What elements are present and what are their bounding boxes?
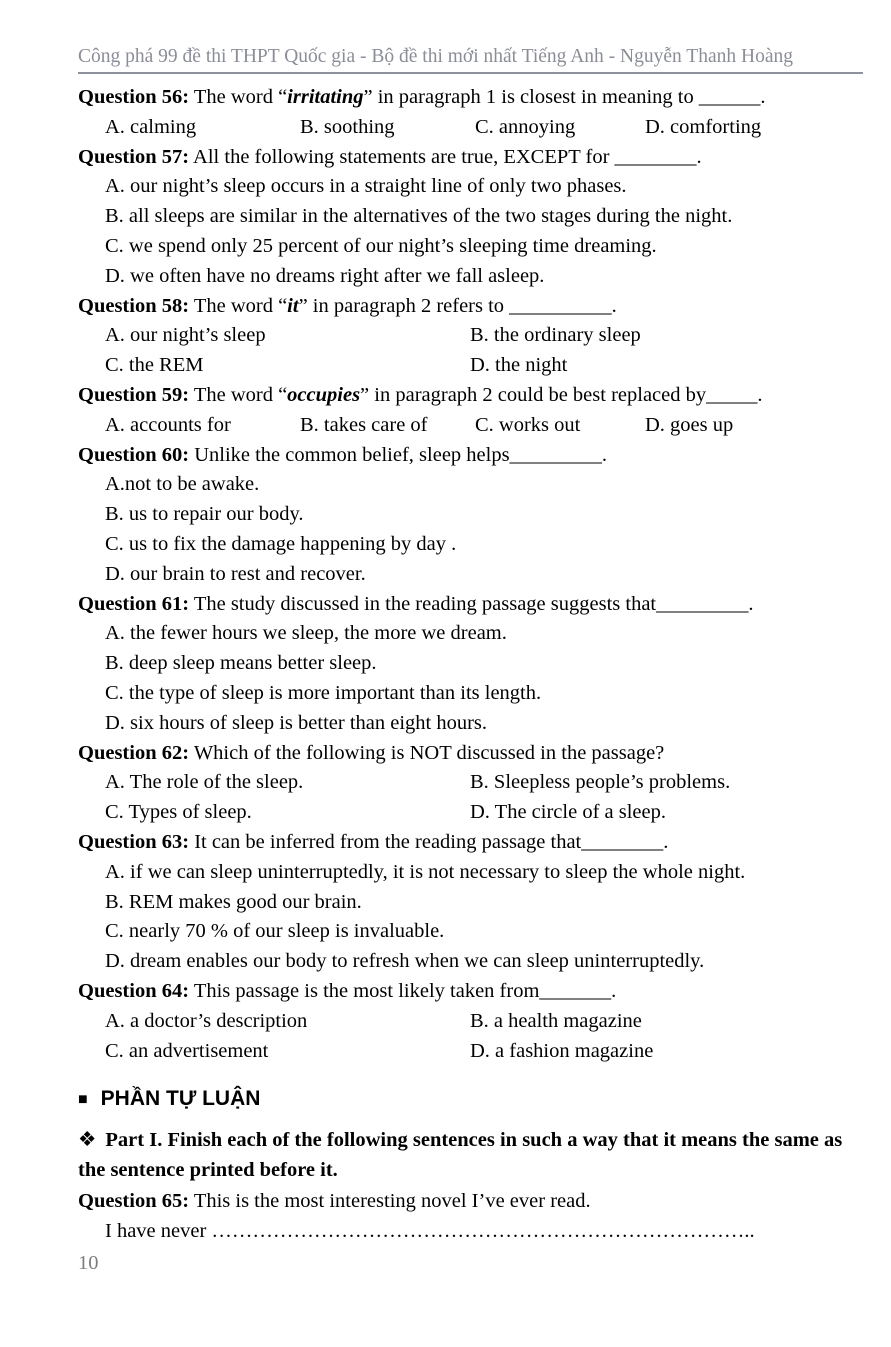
option-b: B. all sleeps are similar in the alternatives of the two stages during the night. (105, 205, 733, 228)
page-header (78, 46, 863, 74)
question-61 (78, 590, 863, 739)
question-label: Question 64: (78, 979, 190, 1002)
option-a: A. the fewer hours we sleep, the more we dream. (105, 622, 507, 645)
stem-text: ” in paragraph 1 is closest in meaning to ______. (363, 86, 766, 108)
question-label: Question 59: (78, 383, 190, 406)
question-stem (78, 1187, 863, 1217)
question-stem (78, 977, 863, 1007)
option-a: A. our night’s sleep occurs in a straight line of only two phases. (105, 175, 627, 198)
options-row (78, 1037, 863, 1067)
stem-text: ” in paragraph 2 refers to __________. (298, 294, 617, 317)
stem-keyword: irritating (287, 86, 364, 108)
option-d: D. our brain to rest and recover. (105, 562, 366, 585)
square-bullet-icon: ■ (78, 1091, 88, 1109)
question-60 (78, 441, 863, 590)
question-stem (78, 292, 863, 322)
question-label: Question 60: (78, 443, 190, 466)
options-row (78, 351, 863, 381)
question-stem (78, 828, 863, 858)
stem-text: ” in paragraph 2 could be best replaced by_____. (360, 383, 763, 406)
question-stem (78, 590, 863, 620)
diamond-bullet-icon: ❖ (78, 1129, 97, 1152)
option-a: A. our night’s sleep (105, 324, 266, 347)
option-c: C. nearly 70 % of our sleep is invaluable. (105, 920, 445, 943)
option-c: C. the REM (105, 354, 204, 377)
option-b: B. a health magazine (470, 1009, 642, 1032)
stem-keyword: occupies (287, 383, 361, 406)
question-label: Question 65: (78, 1189, 190, 1212)
option-c: C. us to fix the damage happening by day . (105, 532, 457, 555)
option-d: D. the night (470, 354, 568, 377)
option-b: B. takes care of (300, 413, 428, 436)
question-stem (78, 83, 863, 113)
question-56 (78, 83, 863, 143)
option-d: D. comforting (645, 115, 762, 138)
stem-text: It can be inferred from the reading passage that________. (189, 830, 669, 853)
stem-text: This is the most interesting novel I’ve ever read. (189, 1189, 591, 1212)
option-c: C. the type of sleep is more important than its length. (105, 681, 542, 704)
options-row (78, 768, 863, 798)
page-number: 10 (78, 1252, 99, 1275)
question-64 (78, 977, 863, 1066)
option-a: A. calming (105, 115, 197, 138)
question-label: Question 63: (78, 830, 190, 853)
question-65 (78, 1187, 863, 1247)
question-57 (78, 143, 863, 292)
stem-text: This passage is the most likely taken from_______. (189, 979, 617, 1002)
stem-text: The word “ (189, 294, 288, 317)
stem-text: The word “ (189, 383, 288, 406)
option-c: C. works out (475, 413, 581, 436)
option-b: B. the ordinary sleep (470, 324, 641, 347)
option-b: B. Sleepless people’s problems. (470, 771, 731, 794)
question-label: Question 62: (78, 741, 190, 764)
options-row (78, 113, 863, 143)
option-d: D. The circle of a sleep. (470, 801, 666, 824)
option-c: C. an advertisement (105, 1039, 269, 1062)
option-c: C. Types of sleep. (105, 801, 252, 824)
option-b: B. us to repair our body. (105, 503, 304, 526)
stem-keyword: it (287, 294, 299, 317)
stem-text: Unlike the common belief, sleep helps_________. (189, 443, 607, 466)
question-62 (78, 739, 863, 828)
option-b: B. REM makes good our brain. (105, 890, 362, 913)
option-d: D. dream enables our body to refresh when we can sleep uninterruptedly. (105, 950, 705, 973)
stem-text: The word “ (189, 86, 288, 108)
option-a: A. The role of the sleep. (105, 771, 304, 794)
options-row (78, 411, 863, 441)
section-title-text: PHẦN TỰ LUẬN (100, 1087, 261, 1111)
option-a: A. if we can sleep uninterruptedly, it is not necessary to sleep the whole night. (105, 860, 746, 883)
option-d: D. goes up (645, 413, 734, 436)
question-63 (78, 828, 863, 977)
option-d: D. we often have no dreams right after we fall asleep. (105, 264, 545, 287)
stem-text: The study discussed in the reading passage suggests that_________. (189, 592, 754, 615)
part-instruction-text: Part I. Finish each of the following sentences in such a way that it means the same as the sentence printed before it. (78, 1129, 843, 1182)
option-d: D. six hours of sleep is better than eight hours. (105, 711, 488, 734)
part-instruction (78, 1126, 863, 1186)
question-58 (78, 292, 863, 381)
option-d: D. a fashion magazine (470, 1039, 654, 1062)
option-b: B. deep sleep means better sleep. (105, 652, 377, 675)
question-59 (78, 381, 863, 441)
section-heading (78, 1084, 863, 1114)
options-row (78, 798, 863, 828)
book-title: Công phá 99 đề thi THPT Quốc gia - Bộ đề thi mới nhất Tiếng Anh - Nguyễn Thanh Hoàng (78, 46, 793, 67)
stem-text: Which of the following is NOT discussed in the passage? (189, 741, 665, 764)
question-stem (78, 739, 863, 769)
options-row (78, 1007, 863, 1037)
question-stem (78, 441, 863, 471)
question-label: Question 57: (78, 145, 190, 168)
option-b: B. soothing (300, 115, 395, 138)
question-label: Question 58: (78, 294, 190, 317)
option-a: A. a doctor’s description (105, 1009, 308, 1032)
question-stem (78, 381, 863, 411)
option-c: C. we spend only 25 percent of our night’s sleeping time dreaming. (105, 234, 657, 257)
answer-blank-line: I have never …………………………………………………………………….. (105, 1219, 755, 1242)
option-c: C. annoying (475, 115, 576, 138)
options-row (78, 321, 863, 351)
stem-text: All the following statements are true, EXCEPT for ________. (189, 145, 702, 168)
option-a: A. accounts for (105, 413, 231, 436)
question-stem (78, 143, 863, 173)
question-label: Question 61: (78, 592, 190, 615)
question-label: Question 56: (78, 86, 190, 108)
option-a: A.not to be awake. (105, 473, 260, 496)
